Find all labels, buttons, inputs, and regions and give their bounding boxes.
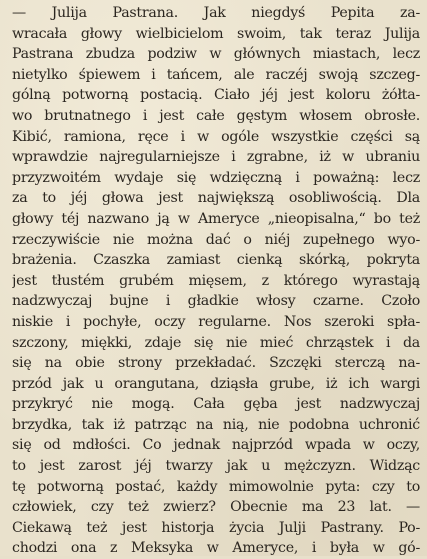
text-line: głowy téj nazwano ją w Ameryce „nieopisalna,“ bo też [12,210,420,227]
text-line: wracała głowy wielbicielom swoim, tak teraz Julija [12,25,420,42]
text-line: jest tłustém grubém mięsem, z którego wyrastają [12,272,420,289]
text-line: to jest zarost jéj twarzy jak u mężczyzn. Widząc [12,458,420,475]
text-line: chodzi ona z Meksyka w Ameryce, i była w gó- [12,540,420,557]
text-line: się od mdłości. Co jednak najprzód wpada w oczy, [12,437,420,454]
text-line: Kibić, ramiona, ręce i w ogóle wszystkie części są [12,128,420,145]
text-line: przód jak u orangutana, dziąsła grube, iż ich wargi [12,375,420,392]
text-line: przyzwoitém wydaje się wdzięczną i poważną: lecz [12,169,420,186]
text-line: Pastrana zbudza podziw w głównych miastach, lecz [12,46,420,63]
text-line: nietylko śpiewem i tańcem, ale raczéj swoją szczeg- [12,66,420,83]
text-line: tę potworną postać, każdy mimowolnie pyta: czy to [12,478,420,495]
text-line: za to jéj głowa jest największą osobliwością. Dla [12,190,420,207]
text-line: brzydka, tak iż patrząc na nią, nie podobna uchronić [12,416,420,433]
text-line: wo brutnatnego i jest całe gęstym włosem obrosłe. [12,107,420,124]
text-line: rzeczywiście nie można dać o niéj zupełnego wyo- [12,231,420,248]
text-line: — Julija Pastrana. Jak niegdyś Pepita za- [12,5,420,21]
text-line: nadzwyczaj bujne i gładkie włosy czarne. Czoło [12,293,420,310]
text-line: Ciekawą też jest historja życia Julji Pastrany. Po- [12,519,420,536]
text-line: niskie i pochyłe, oczy regularne. Nos szeroki spła- [12,313,420,330]
text-line: przykryć nie mogą. Cała gęba jest nadzwyczaj [12,396,420,413]
text-line: wprawdzie najregularniejsze i zgrabne, iż w ubraniu [12,149,420,166]
text-line: szczony, miękki, zdaje się nie mieć chrząstek i da [12,334,420,351]
text-line: brażenia. Czaszka zamiast cienką skórką, pokryta [12,252,420,269]
article-text-column [12,3,420,559]
text-line: się na obie strony przekładać. Szczęki sterczą na- [12,355,420,372]
text-line: gólną potworną postacią. Ciało jéj jest koloru żółta- [12,87,420,104]
text-line: człowiek, czy też zwierz? Obecnie ma 23 lat. — [12,499,420,516]
